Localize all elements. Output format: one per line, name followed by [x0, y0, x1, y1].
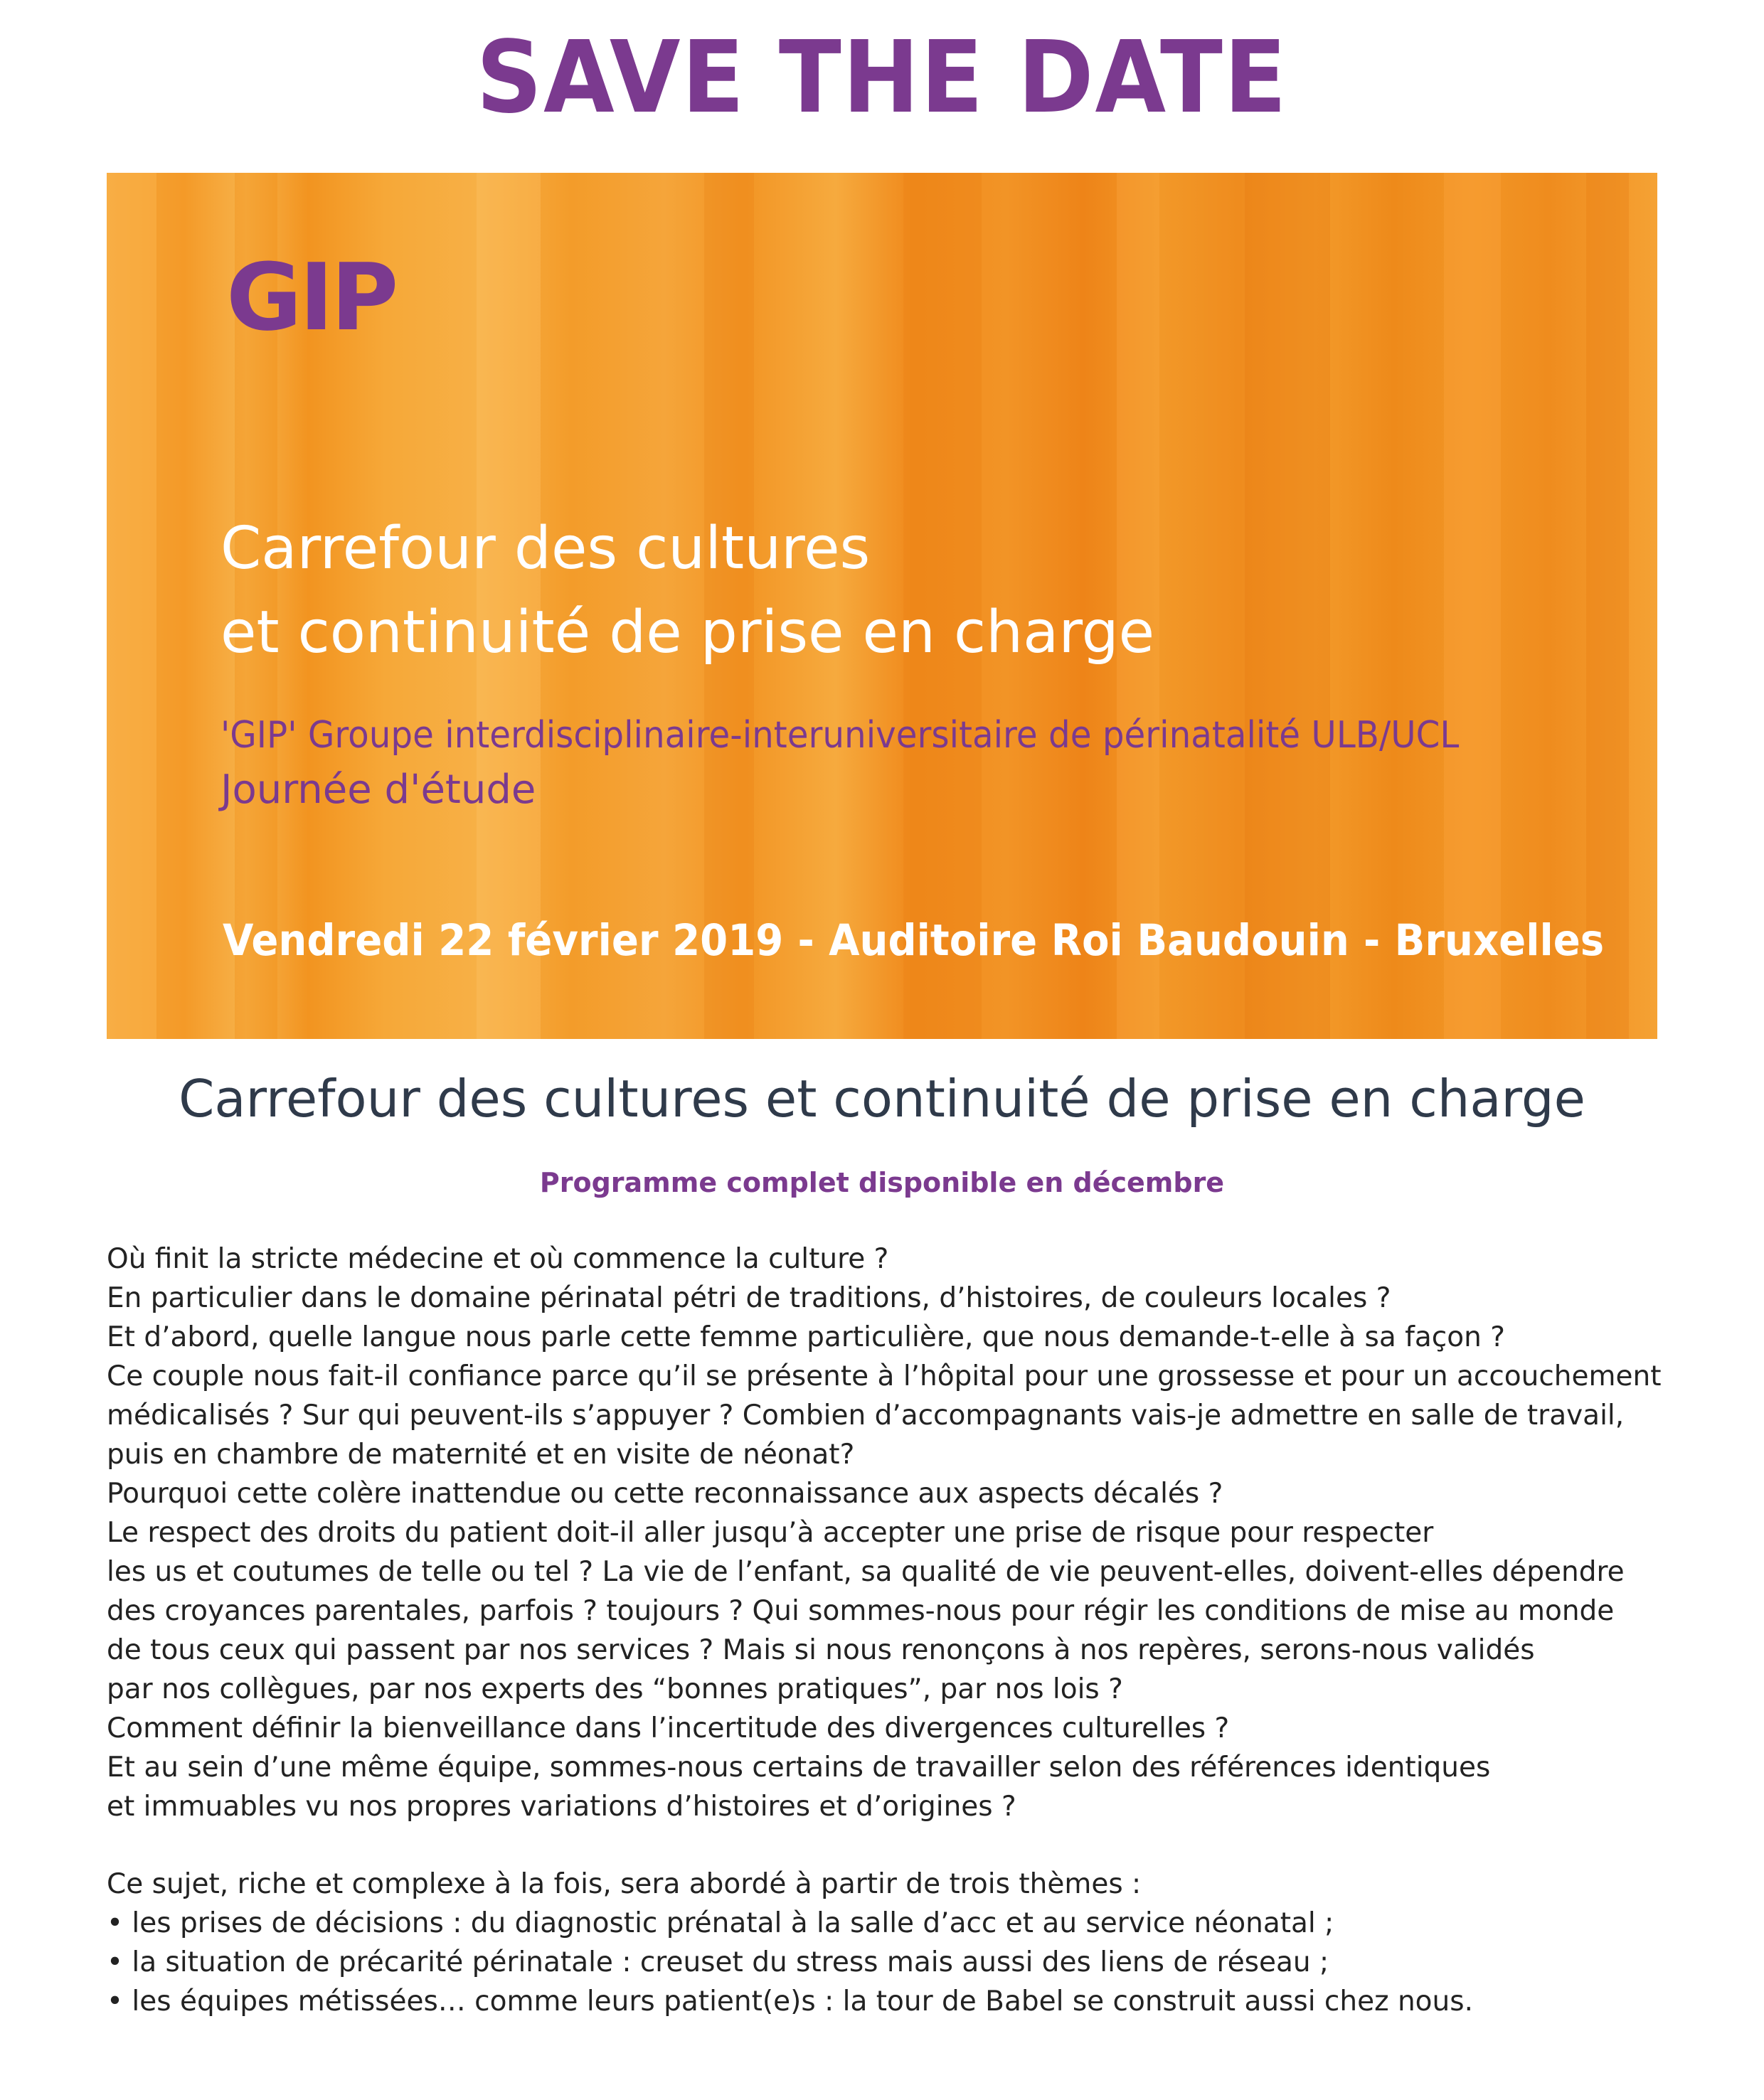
paragraph-line: médicalisés ? Sur qui peuvent-ils s’appuyer ? Combien d’accompagnants vais-je admettre en salle de travail,: [107, 1400, 1625, 1432]
paragraph-line: par nos collègues, par nos experts des “bonnes pratiques”, par nos lois ?: [107, 1673, 1123, 1705]
banner-event-type: Journée d'étude: [220, 767, 536, 813]
paragraph-line: Et au sein d’une même équipe, sommes-nous certains de travailler selon des références identiques: [107, 1752, 1491, 1784]
themes-section: [107, 1865, 1672, 2021]
banner-title: [220, 507, 1154, 675]
save-the-date-heading: SAVE THE DATE: [476, 20, 1288, 136]
banner-title-line2: et continuité de prise en charge: [220, 599, 1155, 666]
event-venue: Auditoire Roi Baudouin: [829, 915, 1349, 966]
theme-item: • la situation de précarité périnatale : creuset du stress mais aussi des liens de réseau ;: [107, 1946, 1329, 1978]
banner-date-venue: [223, 912, 1604, 969]
separator: -: [1364, 915, 1381, 966]
themes-intro: Ce sujet, riche et complexe à la fois, sera abordé à partir de trois thèmes :: [107, 1868, 1142, 1900]
main-title: Carrefour des cultures et continuité de prise en charge: [179, 1069, 1585, 1129]
paragraph-line: et immuables vu nos propres variations d’histoires et d’origines ?: [107, 1791, 1016, 1823]
paragraph-line: Et d’abord, quelle langue nous parle cette femme particulière, que nous demande-t-elle à sa façon ?: [107, 1321, 1505, 1353]
paragraph-line: En particulier dans le domaine périnatal pétri de traditions, d’histoires, de couleurs locales ?: [107, 1282, 1391, 1314]
paragraph-line: Comment définir la bienveillance dans l’incertitude des divergences culturelles ?: [107, 1712, 1230, 1744]
banner-title-line1: Carrefour des cultures: [220, 515, 871, 582]
banner-organizer: 'GIP' Groupe interdisciplinaire-interuniversitaire de périnatalité ULB/UCL: [220, 714, 1460, 757]
theme-item: • les prises de décisions : du diagnostic prénatal à la salle d’acc et au service néonatal ;: [107, 1907, 1334, 1939]
intro-paragraph: [107, 1240, 1672, 1826]
paragraph-line: Où finit la stricte médecine et où commence la culture ?: [107, 1243, 889, 1275]
paragraph-line: Ce couple nous fait-il confiance parce qu’il se présente à l’hôpital pour une grossesse et pour un accouchement: [107, 1360, 1662, 1392]
event-date: Vendredi 22 février 2019: [223, 915, 784, 966]
paragraph-line: de tous ceux qui passent par nos services ? Mais si nous renonçons à nos repères, serons-nous validés: [107, 1634, 1535, 1666]
paragraph-line: Le respect des droits du patient doit-il aller jusqu’à accepter une prise de risque pour respecter: [107, 1517, 1434, 1549]
paragraph-line: puis en chambre de maternité et en visite de néonat?: [107, 1439, 855, 1471]
separator: -: [797, 915, 814, 966]
gip-logo: GIP: [226, 243, 396, 351]
paragraph-line: les us et coutumes de telle ou tel ? La vie de l’enfant, sa qualité de vie peuvent-elles, doivent-elles dépendre: [107, 1556, 1625, 1588]
programme-subtitle: Programme complet disponible en décembre: [539, 1167, 1225, 1198]
paragraph-line: des croyances parentales, parfois ? toujours ? Qui sommes-nous pour régir les conditions de mise au monde: [107, 1595, 1615, 1627]
event-city: Bruxelles: [1394, 915, 1605, 966]
paragraph-line: Pourquoi cette colère inattendue ou cette reconnaissance aux aspects décalés ?: [107, 1478, 1223, 1510]
event-banner: [107, 173, 1657, 1039]
theme-item: • les équipes métissées… comme leurs patient(e)s : la tour de Babel se construit aussi chez nous.: [107, 1986, 1473, 2018]
